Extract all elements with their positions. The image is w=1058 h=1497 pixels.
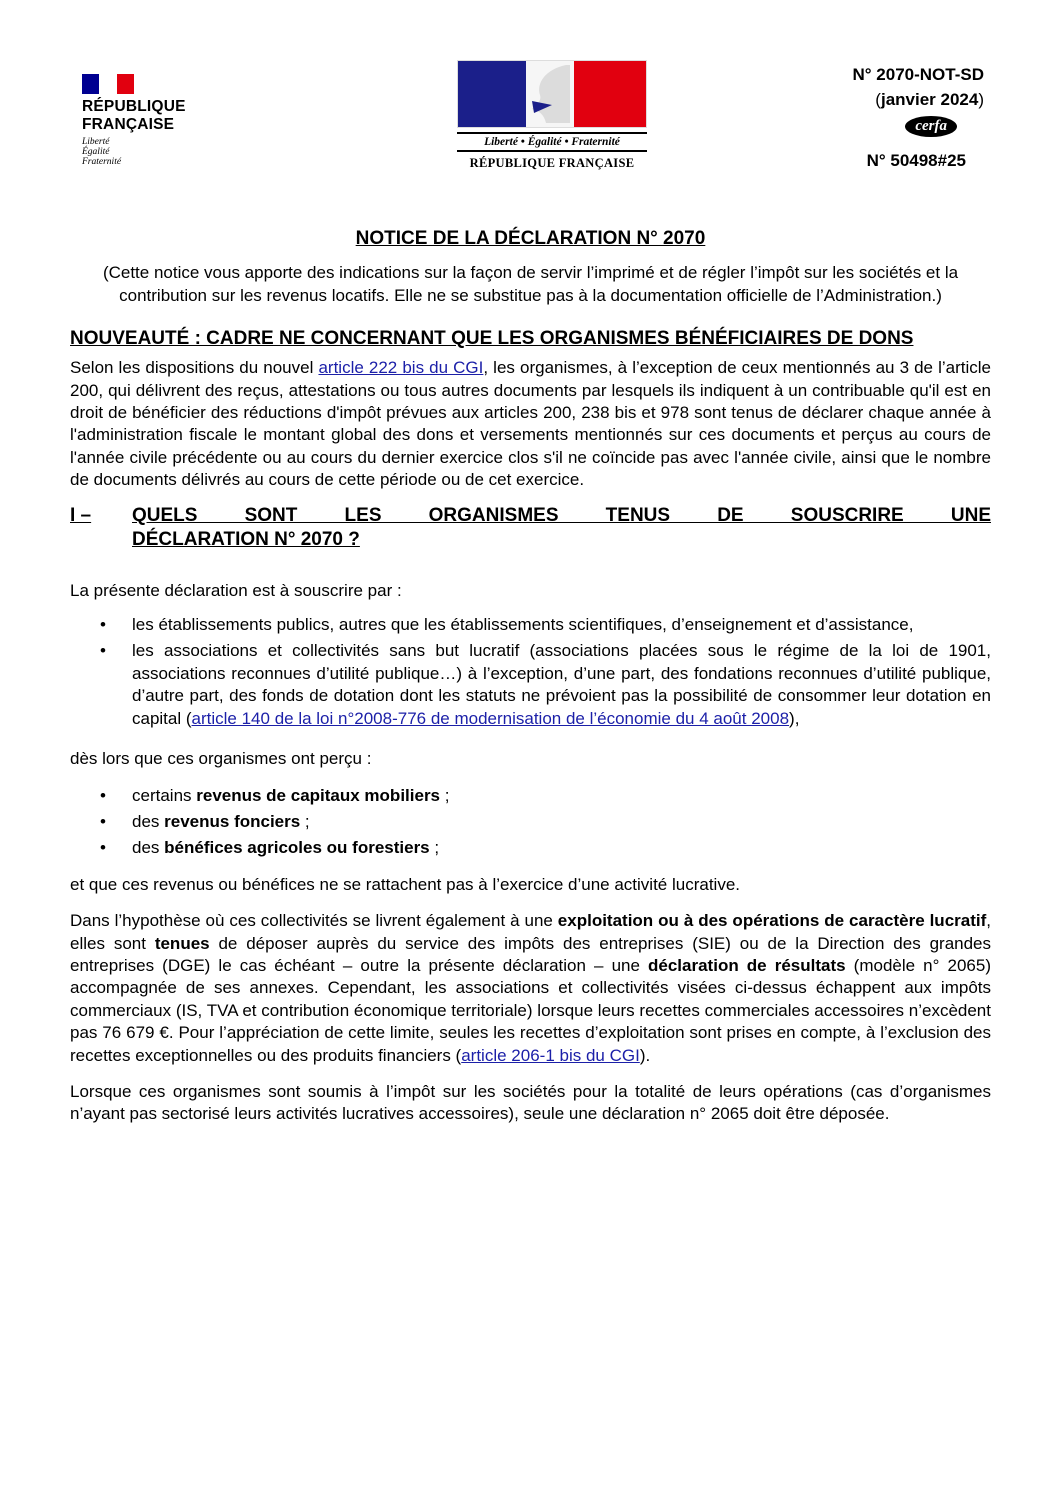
section-1-lead: La présente déclaration est à souscrire par :	[70, 580, 402, 600]
document-title: NOTICE DE LA DÉCLARATION N° 2070	[355, 228, 706, 249]
marianne-emblem	[457, 60, 647, 171]
list-item: • des bénéfices agricoles ou forestiers ;	[100, 838, 440, 858]
republique-francaise-logo	[82, 74, 222, 167]
form-number: N° 2070-NOT-SD	[852, 65, 984, 84]
document-body	[70, 228, 991, 1126]
list-item: • des revenus fonciers ;	[100, 811, 310, 831]
article-140-link[interactable]: article 140 de la loi n°2008-776 de modernisation de l’économie du 4 août 2008	[191, 708, 790, 728]
article-222-bis-link[interactable]: article 222 bis du CGI	[318, 358, 484, 378]
form-reference	[784, 62, 984, 171]
form-date: (janvier 2024)	[875, 90, 984, 109]
list-item: • les établissements publics, autres que les établissements scientifiques, d’enseignement et d’assistance,	[100, 615, 914, 635]
marianne-motto: Liberté • Égalité • Fraternité	[457, 132, 647, 152]
french-flag-icon	[82, 74, 134, 94]
list-item: • certains revenus de capitaux mobiliers ;	[100, 785, 450, 805]
section-1-lead-2: dès lors que ces organismes ont perçu :	[70, 749, 372, 769]
marianne-icon	[457, 60, 647, 128]
logo-motto: Liberté Égalité Fraternité	[82, 137, 122, 167]
nouveaute-heading: NOUVEAUTÉ : CADRE NE CONCERNANT QUE LES ORGANISMES BÉNÉFICIAIRES DE DONS	[70, 328, 914, 350]
paragraph-exploitation: Dans l’hypothèse où ces collectivités se livrent également à une exploitation ou à des opérations de caractère lucratif, elles sont tenues de déposer auprès du service des impôts des entreprises (SIE) ou de la Direction des grandes entreprises (DGE) le cas échéant – outre la présente déclaration – une déclaration de résultats (modèle n° 2065) accompagnée de ses annexes. Cependant, les associations et collectivités visées ci-dessus échappent aux impôts commerciaux (IS, TVA et contribution économique territoriale) lorsque leurs recettes commerciales accessoires n’excèdent pas 76 679 €. Pour l’appréciation de cette limite, seules les recettes d’exploitation sont prises en compte, à l’exclusion des recettes exceptionnelles ou des produits financiers (article 206-1 bis du CGI).	[70, 911, 992, 1065]
cerfa-number: N° 50498#25	[866, 151, 966, 170]
section-number: I –	[70, 504, 92, 526]
marianne-name: RÉPUBLIQUE FRANÇAISE	[469, 156, 635, 170]
document-intro: (Cette notice vous apporte des indications sur la façon de servir l’imprimé et de régler l’impôt sur les sociétés et la contribution sur les revenus locatifs. Elle ne se substitue pas à la documentation officielle de l’Administration.)	[102, 263, 959, 305]
section-1-heading: I – QUELS SONT LES ORGANISMES TENUS DE SOUSCRIRE UNE DÉCLARATION N° 2070 ?	[70, 504, 991, 550]
organisms-list	[70, 614, 991, 730]
list-item: • les associations et collectivités sans but lucratif (associations placées sous le régime de la loi de 1901, associations reconnues d’utilité publique…) à l’exception, d’une part, des fondations reconnues d’utilité publique, d’autre part, des fonds de dotation dont les statuts ne prévoient pas la possibilité de consommer leur dotation en capital (article 140 de la loi n°2008-776 de modernisation de l’économie du 4 août 2008),	[100, 641, 991, 728]
cerfa-logo: cerfa	[905, 116, 957, 137]
article-206-1-bis-link[interactable]: article 206-1 bis du CGI	[461, 1045, 640, 1065]
nouveaute-paragraph: Selon les dispositions du nouvel article 222 bis du CGI, les organismes, à l’exception de ceux mentionnés au 3 de l’article 200, qui délivrent des reçus, attestations ou tous autres documents par lesquels ils indiquent à un contribuable qu'il est en droit de bénéficier des réductions d'impôt prévues aux articles 200, 238 bis et 978 sont tenus de déclarer chaque année à l'administration fiscale le montant global des dons et versements mentionnés sur ces documents et perçus au cours de l'année civile précédente ou au cours du dernier exercice clos s'il ne coïncide pas avec l'année civile, ainsi que le nombre de documents délivrés au cours de cette période ou de cet exercice.	[70, 358, 991, 490]
paragraph-2065: Lorsque ces organismes sont soumis à l’impôt sur les sociétés pour la totalité de leurs opérations (cas d’organismes n’ayant pas sectorisé leurs activités lucratives accessoires), seule une déclaration n° 2065 doit être déposée.	[70, 1081, 991, 1124]
revenues-list	[70, 785, 991, 860]
paragraph-revenus: et que ces revenus ou bénéfices ne se rattachent pas à l’exercice d’une activité lucrative.	[70, 874, 740, 894]
logo-name: RÉPUBLIQUE FRANÇAISE	[82, 98, 186, 133]
